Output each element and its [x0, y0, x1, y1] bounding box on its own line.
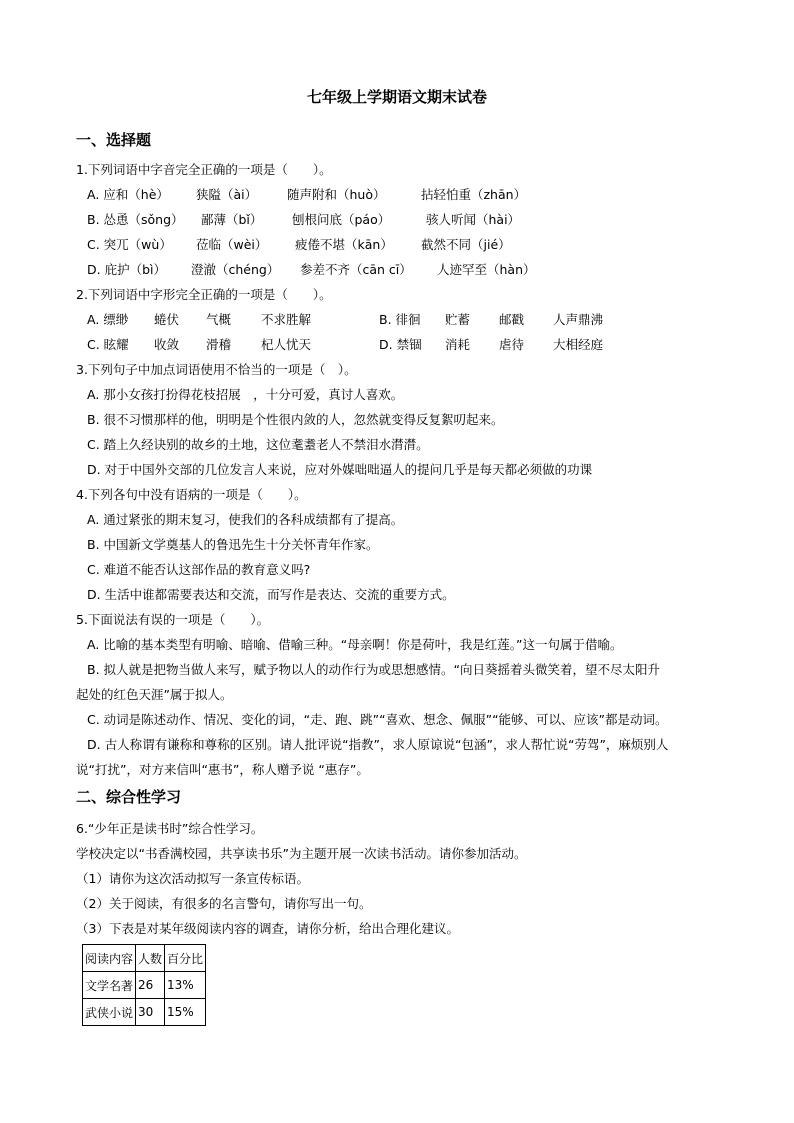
table-header-cell: 阅读内容 [83, 945, 136, 972]
section-heading-choice: 一、选择题 [76, 131, 152, 149]
q1-b-w1: B. 怂恿（sǒng） [87, 212, 184, 227]
question-6-part-3: （3）下表是对某年级阅读内容的调查，请你分析，给出合理化建议。 [76, 921, 459, 936]
table-header-cell: 百分比 [165, 945, 206, 972]
q2-w13: D. 禁锢 [379, 337, 422, 352]
q2-w6: 贮蓄 [445, 312, 471, 327]
table-header-row [83, 945, 206, 972]
question-6-part-1: （1）请你为这次活动拟写一条宣传标语。 [76, 871, 309, 886]
question-6-intro: 学校决定以“书香满校园，共享读书乐”为主题开展一次读书活动。请你参加活动。 [76, 846, 527, 861]
table-cell: 13% [165, 972, 206, 999]
question-6-stem: 6.“少年正是读书时”综合性学习。 [76, 821, 264, 836]
q1-d-w1: D. 庇护（bì） [87, 262, 166, 277]
question-5-option-a: A. 比喻的基本类型有明喻、暗喻、借喻三种。“母亲啊！你是荷叶，我是红莲。”这一句属于借喻。 [87, 637, 623, 652]
question-1-stem: 1.下列词语中字音完全正确的一项是（ ）。 [76, 162, 332, 177]
question-4-stem: 4.下列各句中没有语病的一项是（ ）。 [76, 487, 307, 502]
q1-a-w4: 拈轻怕重（zhān） [421, 187, 527, 202]
q2-w15: 虐待 [499, 337, 525, 352]
question-4-option-a: A. 通过紧张的期末复习，使我们的各科成绩都有了提高。 [87, 512, 404, 527]
q1-c-w2: 莅临（wèi） [196, 237, 268, 252]
q1-d-w4: 人迹罕至（hàn） [437, 262, 536, 277]
question-1-option-c [87, 236, 511, 254]
q2-w2: 蜷伏 [154, 312, 180, 327]
question-4-option-c: C. 难道不能否认这部作品的教育意义吗? [87, 562, 311, 577]
q1-b-w3: 刨根问底（páo） [292, 212, 391, 227]
table-cell: 30 [136, 999, 165, 1026]
question-5-option-d-cont: 说“打扰”，对方来信叫“惠书”，称人赠予说 “惠存”。 [76, 762, 369, 777]
question-2-row-1 [87, 311, 603, 329]
q2-w3: 气概 [206, 312, 232, 327]
question-3-option-c: C. 踏上久经诀别的故乡的土地，这位耄耋老人不禁泪水潸潸。 [87, 437, 429, 452]
question-3-option-b: B. 很不习惯那样的他，明明是个性很内敛的人，忽然就变得反复絮叨起来。 [87, 412, 504, 427]
question-3-stem: 3.下列句子中加点词语使用不恰当的一项是（ ）。 [76, 362, 357, 377]
question-1-option-b [87, 211, 520, 229]
q1-d-w3: 参差不齐（cān cī） [300, 262, 412, 277]
q1-c-w1: C. 突兀（wù） [87, 237, 172, 252]
q2-w4: 不求胜解 [261, 312, 312, 327]
question-5-option-b-cont: 起处的红色天涯”属于拟人。 [76, 687, 233, 702]
question-3-option-a: A. 那小女孩打扮得花枝招展 ，十分可爱，真讨人喜欢。 [87, 387, 404, 402]
q2-w5: B. 徘徊 [379, 312, 421, 327]
question-5-option-d: D. 古人称谓有谦称和尊称的区别。请人批评说“指教”，求人原谅说“包涵”，求人帮忙说“劳驾”，麻烦别人 [87, 737, 669, 752]
q1-b-w4: 骇人听闻（hài） [426, 212, 521, 227]
table-cell: 武侠小说 [83, 999, 136, 1026]
q2-w14: 消耗 [445, 337, 471, 352]
table-row [83, 972, 206, 999]
q2-w12: 杞人忧天 [261, 337, 312, 352]
q2-w9: C. 眩耀 [87, 337, 129, 352]
q1-a-w2: 狭隘（ài） [196, 187, 258, 202]
q1-a-w3: 随声附和（huò） [287, 187, 386, 202]
question-5-option-b: B. 拟人就是把物当做人来写，赋予物以人的动作行为或思想感情。“向日葵摇着头微笑着，望不尽太阳升 [87, 662, 661, 677]
q1-c-w4: 截然不同（jié） [421, 237, 511, 252]
question-5-stem: 5.下面说法有误的一项是（ ）。 [76, 612, 270, 627]
q2-w7: 邮戳 [499, 312, 525, 327]
table-cell: 文学名著 [83, 972, 136, 999]
question-1-option-a [87, 186, 526, 204]
q2-w11: 滑稽 [206, 337, 232, 352]
table-row [83, 999, 206, 1026]
q1-a-w1: A. 应和（hè） [87, 187, 169, 202]
q1-c-w3: 疲倦不堪（kān） [295, 237, 393, 252]
table-cell: 15% [165, 999, 206, 1026]
question-2-stem: 2.下列词语中字形完全正确的一项是（ ）。 [76, 287, 332, 302]
question-4-option-d: D. 生活中谁都需要表达和交流，而写作是表达、交流的重要方式。 [87, 587, 455, 602]
q2-w8: 人声鼎沸 [553, 312, 604, 327]
question-6-part-2: （2）关于阅读，有很多的名言警句，请你写出一句。 [76, 896, 372, 911]
q2-w10: 收敛 [154, 337, 180, 352]
table-cell: 26 [136, 972, 165, 999]
exam-title: 七年级上学期语文期末试卷 [306, 88, 487, 106]
question-2-row-2 [87, 336, 603, 354]
section-heading-comprehensive: 二、综合性学习 [76, 788, 182, 806]
q1-d-w2: 澄澈（chéng） [191, 262, 280, 277]
q2-w1: A. 缥缈 [87, 312, 129, 327]
table-header-cell: 人数 [136, 945, 165, 972]
reading-survey-table [82, 944, 206, 1026]
question-3-option-d: D. 对于中国外交部的几位发言人来说，应对外媒咄咄逼人的提问几乎是每天都必须做的功课 [87, 462, 593, 477]
question-4-option-b: B. 中国新文学奠基人的鲁迅先生十分关怀青年作家。 [87, 537, 379, 552]
q2-w16: 大相经庭 [553, 337, 604, 352]
question-5-option-c: C. 动词是陈述动作、情况、变化的词，“走、跑、跳”“喜欢、想念、佩服”“能够、可以、应该”都是动词。 [87, 712, 668, 727]
question-1-option-d [87, 261, 536, 279]
q1-b-w2: 鄙薄（bǐ） [201, 212, 263, 227]
